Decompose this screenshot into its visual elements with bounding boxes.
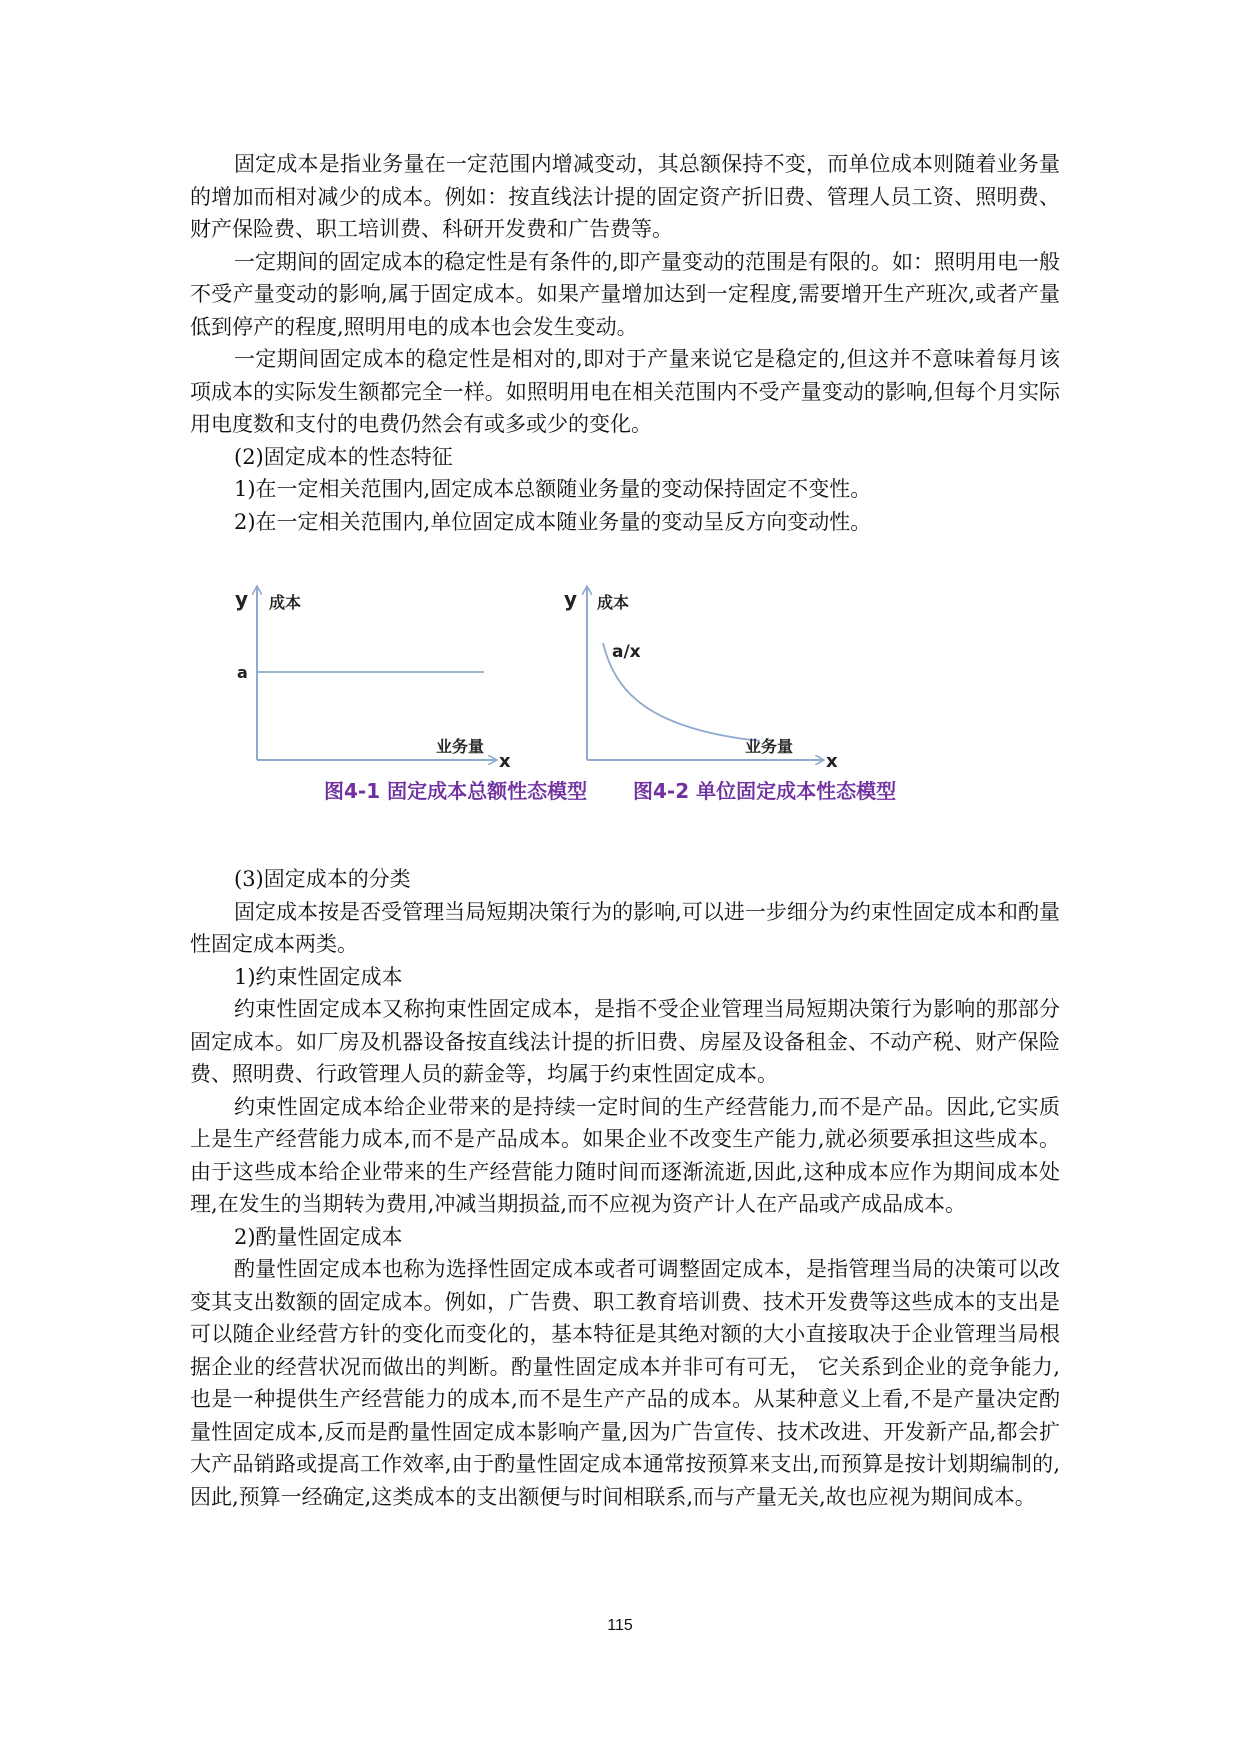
page-number: 115: [607, 1617, 633, 1634]
paragraph-discretionary-definition: 酌量性固定成本也称为选择性固定成本或者可调整固定成本，是指管理当局的决策可以改变其支出数额的固定成本。例如，广告费、职工教育培训费、技术开发费等这些成本的支出是可以随企业经营方针的变化而变化的，基本特征是其绝对额的大小直接取决于企业管理当局根据企业的经营状况而做出的判断。酌量性固定成本并非可有可无， 它关系到企业的竞争能力,也是一种提供生产经营能力的成本,而不是生产产品的成本。从某种意义上看,不是产量决定酌量性固定成本,反而是酌量性固定成本影响产量,因为广告宣传、技术改进、开发新产品,都会扩大产品销路或提高工作效率,由于酌量性固定成本通常按预算来支出,而预算是按计划期编制的,因此,预算一经确定,这类成本的支出额便与时间相联系,而与产量无关,故也应视为期间成本。: [190, 1257, 1060, 1509]
heading-behavior-features: (2)固定成本的性态特征: [234, 444, 453, 469]
paragraph-committed-definition: 约束性固定成本又称拘束性固定成本，是指不受企业管理当局短期决策行为影响的那部分固定成本。如厂房及机器设备按直线法计提的折旧费、房屋及设备租金、不动产税、财产保险费、照明费、行政管理人员的薪金等，均属于约束性固定成本。: [190, 997, 1060, 1086]
left-line-label: a: [237, 663, 248, 682]
figure-caption-4-1: 图4-1 固定成本总额性态模型: [324, 779, 588, 803]
left-x-label: 业务量: [436, 737, 485, 756]
paragraph-fixed-cost-definition: 固定成本是指业务量在一定范围内增减变动，其总额保持不变，而单位成本则随着业务量的增加而相对减少的成本。例如：按直线法计提的固定资产折旧费、管理人员工资、照明费、财产保险费、职工培训费、科研开发费和广告费等。: [190, 152, 1060, 241]
left-y-symbol: y: [235, 587, 249, 611]
right-x-symbol: x: [826, 751, 838, 772]
paragraph-stability-conditional: 一定期间的固定成本的稳定性是有条件的,即产量变动的范围是有限的。如：照明用电一般不受产量变动的影响,属于固定成本。如果产量增加达到一定程度,需要增开生产班次,或者产量低到停产的程度,照明用电的成本也会发生变动。: [190, 249, 1060, 339]
right-y-label: 成本: [597, 593, 630, 612]
chart-total-fixed-cost: [235, 587, 511, 772]
right-curve-label: a/x: [612, 642, 641, 662]
right-y-symbol: y: [564, 587, 578, 611]
text-block-bottom: [190, 863, 1060, 1513]
heading-committed-fixed-cost: 1)约束性固定成本: [234, 964, 403, 989]
text-block-top: [190, 148, 1060, 538]
left-y-label: 成本: [269, 593, 302, 612]
paragraph-stability-relative: 一定期间固定成本的稳定性是相对的,即对于产量来说它是稳定的,但这并不意味着每月该项成本的实际发生额都完全一样。如照明用电在相关范围内不受产量变动的影响,但每个月实际用电度数和支付的电费仍然会有或多或少的变化。: [190, 347, 1060, 436]
figure-cost-models: [235, 585, 960, 820]
paragraph-committed-nature: 约束性固定成本给企业带来的是持续一定时间的生产经营能力,而不是产品。因此,它实质上是生产经营能力成本,而不是产品成本。如果企业不改变生产能力,就必须要承担这些成本。由于这些成本给企业带来的生产经营能力随时间而逐渐流逝,因此,这种成本应作为期间成本处理,在发生的当期转为费用,冲减当期损益,而不应视为资产计人在产品或产成品成本。: [190, 1094, 1060, 1216]
heading-classification: (3)固定成本的分类: [234, 867, 411, 891]
left-x-symbol: x: [499, 751, 511, 772]
figure-caption-4-2: 图4-2 单位固定成本性态模型: [633, 779, 897, 803]
list-item-feature-2: 2)在一定相关范围内,单位固定成本随业务量的变动呈反方向变动性。: [234, 509, 872, 534]
list-item-feature-1: 1)在一定相关范围内,固定成本总额随业务量的变动保持固定不变性。: [234, 477, 872, 501]
right-x-label: 业务量: [745, 737, 794, 756]
chart-unit-fixed-cost: [564, 587, 838, 772]
heading-discretionary-fixed-cost: 2)酌量性固定成本: [234, 1224, 403, 1249]
paragraph-classification-intro: 固定成本按是否受管理当局短期决策行为的影响,可以进一步细分为约束性固定成本和酌量性固定成本两类。: [190, 899, 1060, 956]
